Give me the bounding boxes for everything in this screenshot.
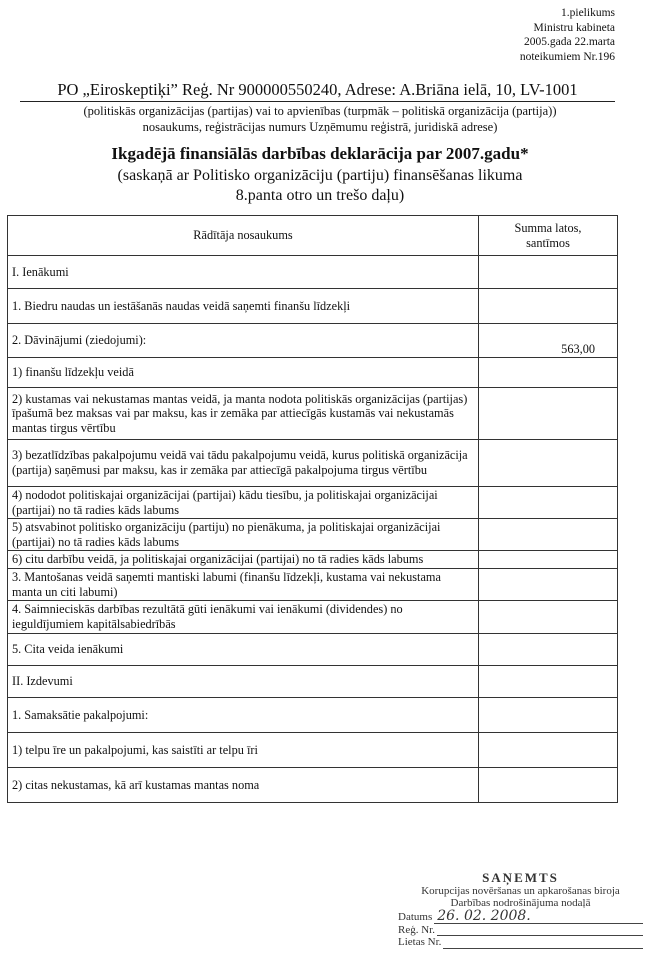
row-label: 3. Mantošanas veidā saņemti mantiski labumi (finanšu līdzekļi, kustama vai nekustama manta un citi labumi)	[8, 569, 479, 601]
stamp-case-row	[398, 936, 643, 949]
declaration-table	[7, 215, 618, 803]
table-row	[8, 324, 618, 358]
table-row	[8, 358, 618, 388]
row-label: 1) telpu īre un pakalpojumi, kas saistīti ar telpu īri	[8, 733, 479, 768]
table-header-row	[8, 216, 618, 256]
stamp-title: SAŅEMTS	[482, 870, 559, 885]
row-amount	[479, 358, 618, 388]
stamp-reg-row	[398, 924, 643, 937]
table-row	[8, 256, 618, 289]
annex-reference	[520, 6, 615, 64]
table-row	[8, 440, 618, 487]
row-label: 2) kustamas vai nekustamas mantas veidā, ja manta nodota politiskās organizācijas (partijas) īpašumā bez maksas vai par maksu, kas ir zemāka par attiecīgās kustamās vai nekustamās mantas tirgus vērtību	[8, 388, 479, 440]
table-row	[8, 487, 618, 519]
subtitle-line-2: 8.panta otro un trešo daļu)	[235, 187, 405, 204]
section-heading: I. Ienākumi	[8, 256, 479, 289]
table-row	[8, 388, 618, 440]
caption-line-1: (politiskās organizācijas (partijas) vai to apvienības (turpmāk – politiskā organizācija (partija))	[83, 104, 557, 118]
table-row	[8, 601, 618, 634]
document-subtitle	[40, 166, 600, 206]
row-label: 3) bezatlīdzības pakalpojumu veidā vai tādu pakalpojumu veidā, kurus politiskā organizācija (partija) saņēmusi par maksu, kas ir zemāka par attiecīgā pakalpojuma tirgus vērtību	[8, 440, 479, 487]
stamp-reg-label: Reģ. Nr.	[398, 923, 435, 936]
stamp-date-value: 26. 02. 2008.	[434, 910, 643, 924]
organization-caption	[20, 103, 620, 135]
row-amount	[479, 519, 618, 551]
row-label: 4. Saimnieciskās darbības rezultātā gūti ienākumi vai ienākumi (dividendes) no ieguldījumiem kapitālsabiedrībās	[8, 601, 479, 634]
row-amount	[479, 388, 618, 440]
row-amount	[479, 256, 618, 289]
row-amount	[479, 634, 618, 666]
received-stamp	[398, 872, 643, 949]
row-label: 5. Cita veida ienākumi	[8, 634, 479, 666]
row-amount	[479, 440, 618, 487]
row-amount	[479, 666, 618, 698]
row-amount	[479, 551, 618, 569]
stamp-organization: Korupcijas novēršanas un apkarošanas biroja	[421, 884, 620, 897]
stamp-date-label: Datums	[398, 911, 433, 923]
row-label: 1. Samaksātie pakalpojumi:	[8, 698, 479, 733]
stamp-case-label: Lietas Nr.	[398, 936, 442, 948]
stamp-case-value	[443, 948, 643, 949]
row-amount	[479, 698, 618, 733]
row-amount	[479, 569, 618, 601]
table-row	[8, 634, 618, 666]
caption-line-2: nosaukums, reģistrācijas numurs Uzņēmumu reģistrā, juridiskā adrese)	[142, 120, 498, 134]
table-row	[8, 768, 618, 803]
table-row	[8, 698, 618, 733]
table-row	[8, 289, 618, 324]
annex-line: noteikumiem Nr.196	[519, 50, 615, 63]
table-row	[8, 666, 618, 698]
organization-details: PO „Eiroskeptiķi” Reģ. Nr 900000550240, Adrese: A.Briāna ielā, 10, LV-1001	[20, 80, 615, 102]
row-label: 2. Dāvinājumi (ziedojumi):	[8, 324, 479, 358]
stamp-date-row	[398, 907, 643, 924]
table-row	[8, 733, 618, 768]
row-label: 5) atsvabinot politisko organizāciju (partiju) no pienākuma, ja politiskajai organizācijai (partijai) no tā radies kāds labums	[8, 519, 479, 551]
subtitle-line-1: (saskaņā ar Politisko organizāciju (partiju) finansēšanas likuma	[117, 167, 523, 184]
row-amount	[479, 733, 618, 768]
row-amount	[479, 601, 618, 634]
annex-line: Ministru kabineta	[533, 21, 615, 34]
row-label: 1. Biedru naudas un iestāšanās naudas veidā saņemti finanšu līdzekļi	[8, 289, 479, 324]
table-row	[8, 551, 618, 569]
row-label: 2) citas nekustamas, kā arī kustamas mantas noma	[8, 768, 479, 803]
row-amount	[479, 289, 618, 324]
header-sum-line-2: santīmos	[526, 235, 570, 250]
annex-line: 2005.gada 22.marta	[523, 36, 615, 48]
header-sum-line-1: Summa latos,	[514, 220, 582, 235]
table-row	[8, 519, 618, 551]
table-row	[8, 569, 618, 601]
row-amount	[479, 487, 618, 519]
annex-line: 1.pielikums	[561, 7, 615, 19]
stamp-department: Darbības nodrošinājuma nodaļā	[450, 897, 591, 909]
header-indicator-name: Rādītāja nosaukums	[8, 216, 479, 256]
row-label: 4) nododot politiskajai organizācijai (partijai) kādu tiesību, ja politiskajai organizācijai (partijai) no tā radies kāds labums	[8, 487, 479, 519]
stamp-reg-value	[437, 935, 643, 936]
section-heading: II. Izdevumi	[8, 666, 479, 698]
row-label: 1) finanšu līdzekļu veidā	[8, 358, 479, 388]
row-label: 6) citu darbību veidā, ja politiskajai organizācijai (partijai) no tā radies kāds labums	[8, 551, 479, 569]
row-amount	[479, 768, 618, 803]
header-sum	[479, 216, 618, 256]
row-amount: 563,00	[479, 324, 618, 358]
document-title: Ikgadējā finansiālās darbības deklarācija par 2007.gadu*	[111, 144, 529, 163]
